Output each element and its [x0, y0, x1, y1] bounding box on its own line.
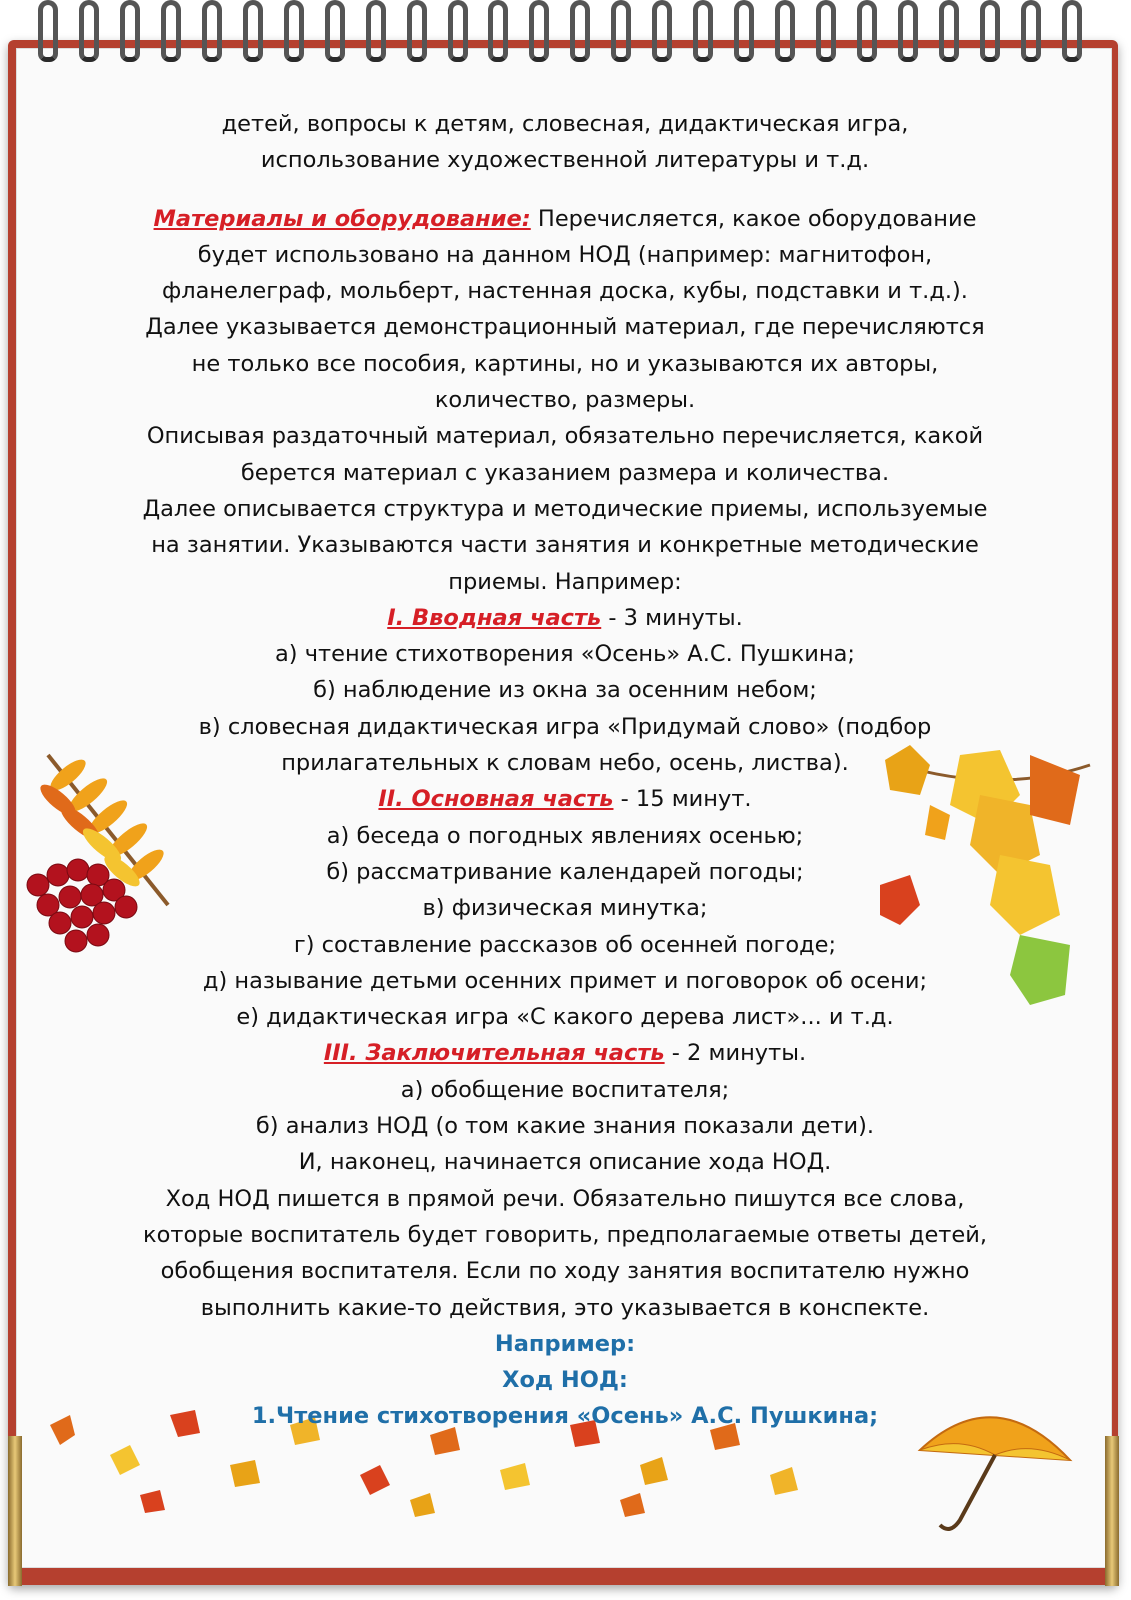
- materials-text: Перечисляется, какое оборудование: [530, 205, 977, 232]
- document-body: [90, 106, 1040, 1435]
- corner-guard-right: [1105, 1436, 1119, 1586]
- part1-title: I. Вводная часть: [387, 604, 602, 631]
- spiral-ring: [366, 0, 386, 62]
- spiral-ring: [1021, 0, 1041, 62]
- spiral-ring: [243, 0, 263, 62]
- spiral-ring: [79, 0, 99, 62]
- outro-line: обобщения воспитателя. Если по ходу занятия воспитателю нужно: [160, 1258, 970, 1285]
- spiral-ring: [857, 0, 877, 62]
- list-item: б) наблюдение из окна за осенним небом;: [313, 677, 817, 704]
- list-item: а) обобщение воспитателя;: [400, 1076, 730, 1103]
- corner-guard-left: [8, 1436, 22, 1586]
- materials-line: количество, размеры.: [434, 387, 696, 414]
- materials-line: Далее описывается структура и методические приемы, используемые: [142, 495, 988, 522]
- materials-line: Далее указывается демонстрационный материал, где перечисляются: [145, 314, 985, 341]
- outro-line: Ход НОД пишется в прямой речи. Обязательно пишутся все слова,: [165, 1185, 965, 1212]
- intro-line: детей, вопросы к детям, словесная, дидактическая игра,: [221, 111, 909, 137]
- list-item: е) дидактическая игра «С какого дерева лист»... и т.д.: [236, 1004, 894, 1031]
- part3-heading: [90, 1035, 1040, 1071]
- spiral-ring: [488, 0, 508, 62]
- outro-line: И, наконец, начинается описание хода НОД.: [298, 1149, 832, 1176]
- part1-duration: - 3 минуты.: [601, 604, 743, 631]
- spiral-ring: [120, 0, 140, 62]
- materials-paragraph: [90, 201, 1040, 237]
- spiral-ring: [161, 0, 181, 62]
- materials-line: Описывая раздаточный материал, обязательно перечисляется, какой: [146, 423, 984, 450]
- materials-line: на занятии. Указываются части занятия и конкретные методические: [151, 532, 979, 559]
- spiral-ring: [570, 0, 590, 62]
- materials-line: не только все пособия, картины, но и указываются их авторы,: [191, 350, 939, 377]
- spiral-ring: [325, 0, 345, 62]
- list-item: г) составление рассказов об осенней погоде;: [293, 931, 837, 958]
- spiral-ring: [775, 0, 795, 62]
- materials-line: будет использовано на данном НОД (например: магнитофон,: [197, 241, 933, 268]
- example-label: Например:: [494, 1330, 636, 1357]
- list-item: б) анализ НОД (о том какие знания показали дети).: [255, 1113, 875, 1140]
- intro-line: использование художественной литературы и т.д.: [260, 147, 870, 174]
- spiral-ring: [284, 0, 304, 62]
- spiral-ring: [1062, 0, 1082, 62]
- example-item: 1.Чтение стихотворения «Осень» А.С. Пушкина;: [251, 1403, 879, 1430]
- spiral-ring: [898, 0, 918, 62]
- spiral-ring: [652, 0, 672, 62]
- spiral-ring: [407, 0, 427, 62]
- outro-line: которые воспитатель будет говорить, предполагаемые ответы детей,: [142, 1221, 988, 1248]
- list-item: а) беседа о погодных явлениях осенью;: [326, 822, 804, 849]
- part1-heading: [90, 600, 1040, 636]
- outro-line: выполнить какие-то действия, это указывается в конспекте.: [200, 1294, 930, 1321]
- part2-duration: - 15 минут.: [613, 786, 752, 813]
- materials-line: фланелеграф, мольберт, настенная доска, кубы, подставки и т.д.).: [162, 278, 968, 305]
- part2-heading: [90, 781, 1040, 817]
- list-item: а) чтение стихотворения «Осень» А.С. Пушкина;: [274, 641, 855, 668]
- example-heading: Ход НОД:: [502, 1367, 628, 1394]
- spiral-ring: [448, 0, 468, 62]
- part3-title: III. Заключительная часть: [323, 1040, 665, 1067]
- list-item: б) рассматривание календарей погоды;: [326, 858, 804, 885]
- spiral-ring: [202, 0, 222, 62]
- materials-line: берется материал с указанием размера и количества.: [240, 459, 890, 486]
- spiral-binding: [30, 0, 1090, 70]
- list-item: в) физическая минутка;: [422, 895, 708, 922]
- spiral-ring: [939, 0, 959, 62]
- list-item: прилагательных к словам небо, осень, листва).: [281, 750, 849, 777]
- part3-duration: - 2 минуты.: [664, 1040, 807, 1067]
- spiral-ring: [38, 0, 58, 62]
- spiral-ring: [734, 0, 754, 62]
- spiral-ring: [980, 0, 1000, 62]
- part2-title: II. Основная часть: [378, 786, 614, 813]
- spiral-ring: [693, 0, 713, 62]
- spiral-ring: [529, 0, 549, 62]
- materials-line: приемы. Например:: [448, 568, 682, 595]
- spiral-ring: [611, 0, 631, 62]
- list-item: д) называние детьми осенних примет и поговорок об осени;: [202, 967, 928, 994]
- list-item: в) словесная дидактическая игра «Придумай слово» (подбор: [198, 713, 932, 740]
- materials-heading: Материалы и оборудование:: [153, 205, 531, 232]
- spiral-ring: [816, 0, 836, 62]
